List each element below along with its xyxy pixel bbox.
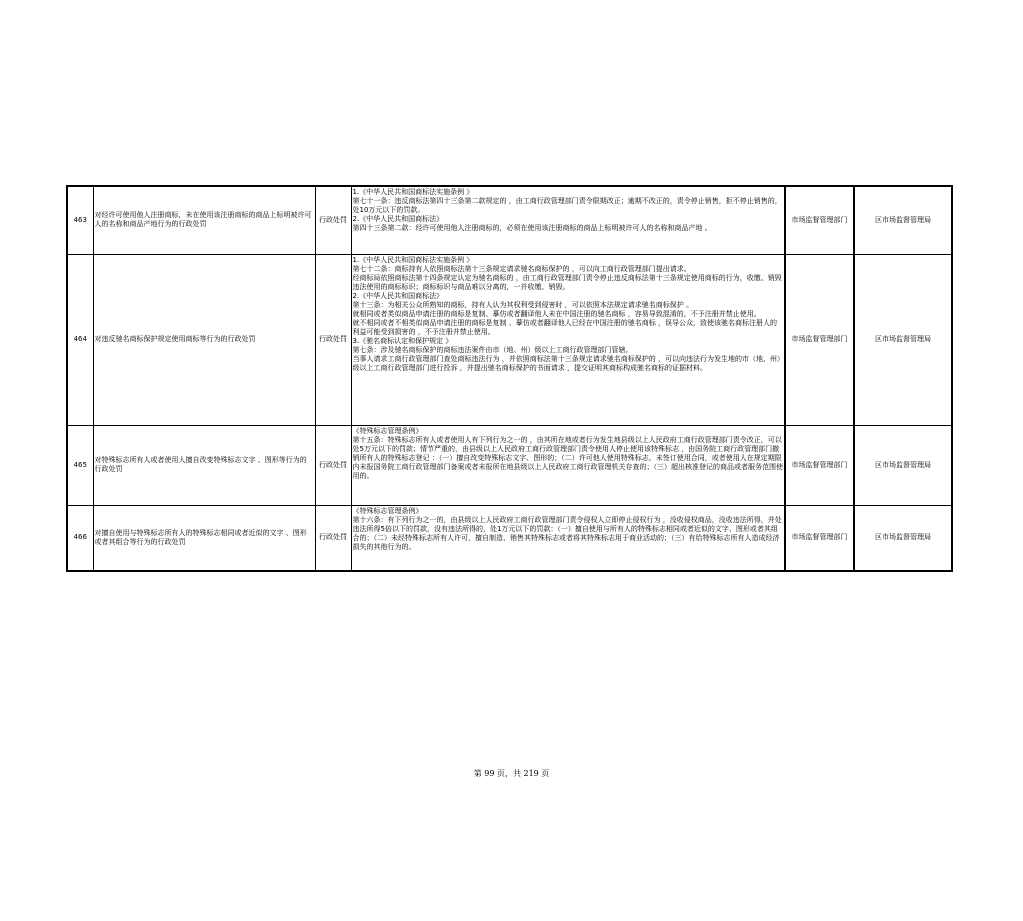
- responsible-department: 市场监督管理部门: [785, 425, 854, 505]
- legal-basis: [351, 505, 785, 571]
- legal-basis-line: 2.《中华人民共和国商标法》: [352, 215, 444, 223]
- responsible-department: 市场监督管理部门: [785, 254, 854, 425]
- legal-basis: [351, 425, 785, 505]
- item-name: 对特殊标志所有人或者使用人擅自改变特殊标志文字 、图形等行为的行政处罚: [93, 425, 315, 505]
- legal-basis-line: 第七十二条：商标持有人依照商标法第十三条规定请求驰名商标保护的 ，可以向工商行政管理部门提出请求。: [352, 264, 691, 273]
- page-footer: 第 99 页，共 219 页: [473, 769, 550, 778]
- item-type: 行政处罚: [315, 254, 351, 425]
- responsible-department: 市场监督管理部门: [785, 505, 854, 571]
- row-number: 463: [67, 186, 93, 254]
- implementing-office: 区市场监督管理局: [854, 425, 952, 505]
- legal-basis-line: 3.《驰名商标认定和保护规定 》: [352, 336, 453, 345]
- item-name: 对经许可使用他人注册商标，未在使用该注册商标的商品上标明被许可人的名称和商品产地行为的行政处罚: [93, 186, 315, 254]
- legal-basis-line: 1.《中华人民共和国商标法实施条例 》: [352, 255, 474, 264]
- legal-basis-line: 第四十三条第二款：经许可使用他人注册商标的，必须在使用该注册商标的商品上标明被许可人的名称和商品产地 。: [352, 224, 712, 232]
- item-type: 行政处罚: [315, 186, 351, 254]
- legal-basis: [351, 254, 785, 425]
- legal-basis-line: 1.《中华人民共和国商标法实施条例 》: [352, 188, 474, 196]
- table-row: [67, 425, 952, 505]
- table-row: [67, 186, 952, 254]
- item-name: 对擅自使用与特殊标志所有人的特殊标志相同或者近似的文字 、图形或者其组合等行为的行政处罚: [93, 505, 315, 571]
- legal-basis-line: 第十三条：为相关公众所熟知的商标，持有人认为其权利受到侵害时 ，可以依照本法规定请求驰名商标保护 。: [352, 300, 693, 309]
- implementing-office: 区市场监督管理局: [854, 254, 952, 425]
- table-row: [67, 254, 952, 425]
- legal-basis-line: 第十五条：特殊标志所有人或者使用人有下列行为之一的 ，由其所在地或者行为发生地县级以上人民政府工商行政管理部门责令改正，可以处5万元以下的罚款；情节严重的，由县级以上人民政府工商行政管理部门责令使用人停止使用该特殊标志 ，由国务院工商行政管理部门撤销所有人的特殊标志登记 ：（一）擅自改变特殊标志文字、图形的；（二）许可他人使用特殊标志，未签订使用合同，或者使用人在规定期限内未报国务院工商行政管理部门备案或者未报所在地县级以上人民政府工商行政管理机关存查的；（三）超出核准登记的商品或者服务范围使用的。: [352, 435, 783, 480]
- enforcement-items-table: [66, 185, 953, 572]
- legal-basis-line: 2.《中华人民共和国商标法》: [352, 291, 444, 300]
- item-type: 行政处罚: [315, 425, 351, 505]
- row-number: 466: [67, 505, 93, 571]
- legal-basis-line: 经商标局依照商标法第十四条规定认定为驰名商标的 ，由工商行政管理部门责令停止违反商标法第十三条规定使用商标的行为，收缴、销毁违法使用的商标标识；商标标识与商品难以分离的，一并收缴、销毁。: [352, 273, 782, 291]
- item-name: 对违反驰名商标保护规定使用商标等行为的行政处罚: [93, 254, 315, 425]
- row-number: 464: [67, 254, 93, 425]
- implementing-office: 区市场监督管理局: [854, 186, 952, 254]
- responsible-department: 市场监督管理部门: [785, 186, 854, 254]
- legal-basis-line: 就相同或者类似商品申请注册的商标是复制、摹仿或者翻译他人未在中国注册的驰名商标 ，容易导致混淆的，不予注册并禁止使用。: [352, 309, 761, 318]
- table-row: [67, 505, 952, 571]
- legal-basis: [351, 186, 785, 254]
- implementing-office: 区市场监督管理局: [854, 505, 952, 571]
- legal-basis-line: 就不相同或者不相类似商品申请注册的商标是复制 、摹仿或者翻译他人已经在中国注册的驰名商标 ，误导公众，致使该驰名商标注册人的利益可能受到损害的 ，不予注册并禁止使用。: [352, 318, 777, 336]
- row-number: 465: [67, 425, 93, 505]
- legal-basis-line: 当事人请求工商行政管理部门查处商标违法行为 ，并依照商标法第十三条规定请求驰名商标保护的 ，可以向违法行为发生地的市（地、州）级以上工商行政管理部门进行投诉 ，并提出驰名商标保护的书面请求 ，提交证明其商标构成驰名商标的证据材料。: [352, 354, 781, 372]
- legal-basis-line: 第十六条：有下列行为之一的，由县级以上人民政府工商行政管理部门责令侵权人立即停止侵权行为 ，没收侵权商品，没收违法所得，并处违法所得5倍以下的罚款，没有违法所得的，处1万元以下的罚款：（一）擅自使用与所有人的特殊标志相同或者近似的文字、图形或者其组合的；（二）未经特殊标志所有人许可，擅自制造、销售其特殊标志或者将其特殊标志用于商业活动的；（三）有给特殊标志所有人造成经济损失的其他行为的。: [352, 515, 782, 551]
- legal-basis-line: 第七条：涉及驰名商标保护的商标违法案件由市（地、州）级以上工商行政管理部门管辖。: [352, 345, 633, 354]
- legal-basis-line: 《特殊标志管理条例》: [352, 506, 423, 515]
- legal-basis-line: 《特殊标志管理条例》: [352, 426, 423, 435]
- legal-basis-line: 第七十一条：违反商标法第四十三条第二款规定的 ，由工商行政管理部门责令限期改正；逾期不改正的，责令停止销售，拒不停止销售的，处10万元以下的罚款。: [352, 197, 782, 214]
- item-type: 行政处罚: [315, 505, 351, 571]
